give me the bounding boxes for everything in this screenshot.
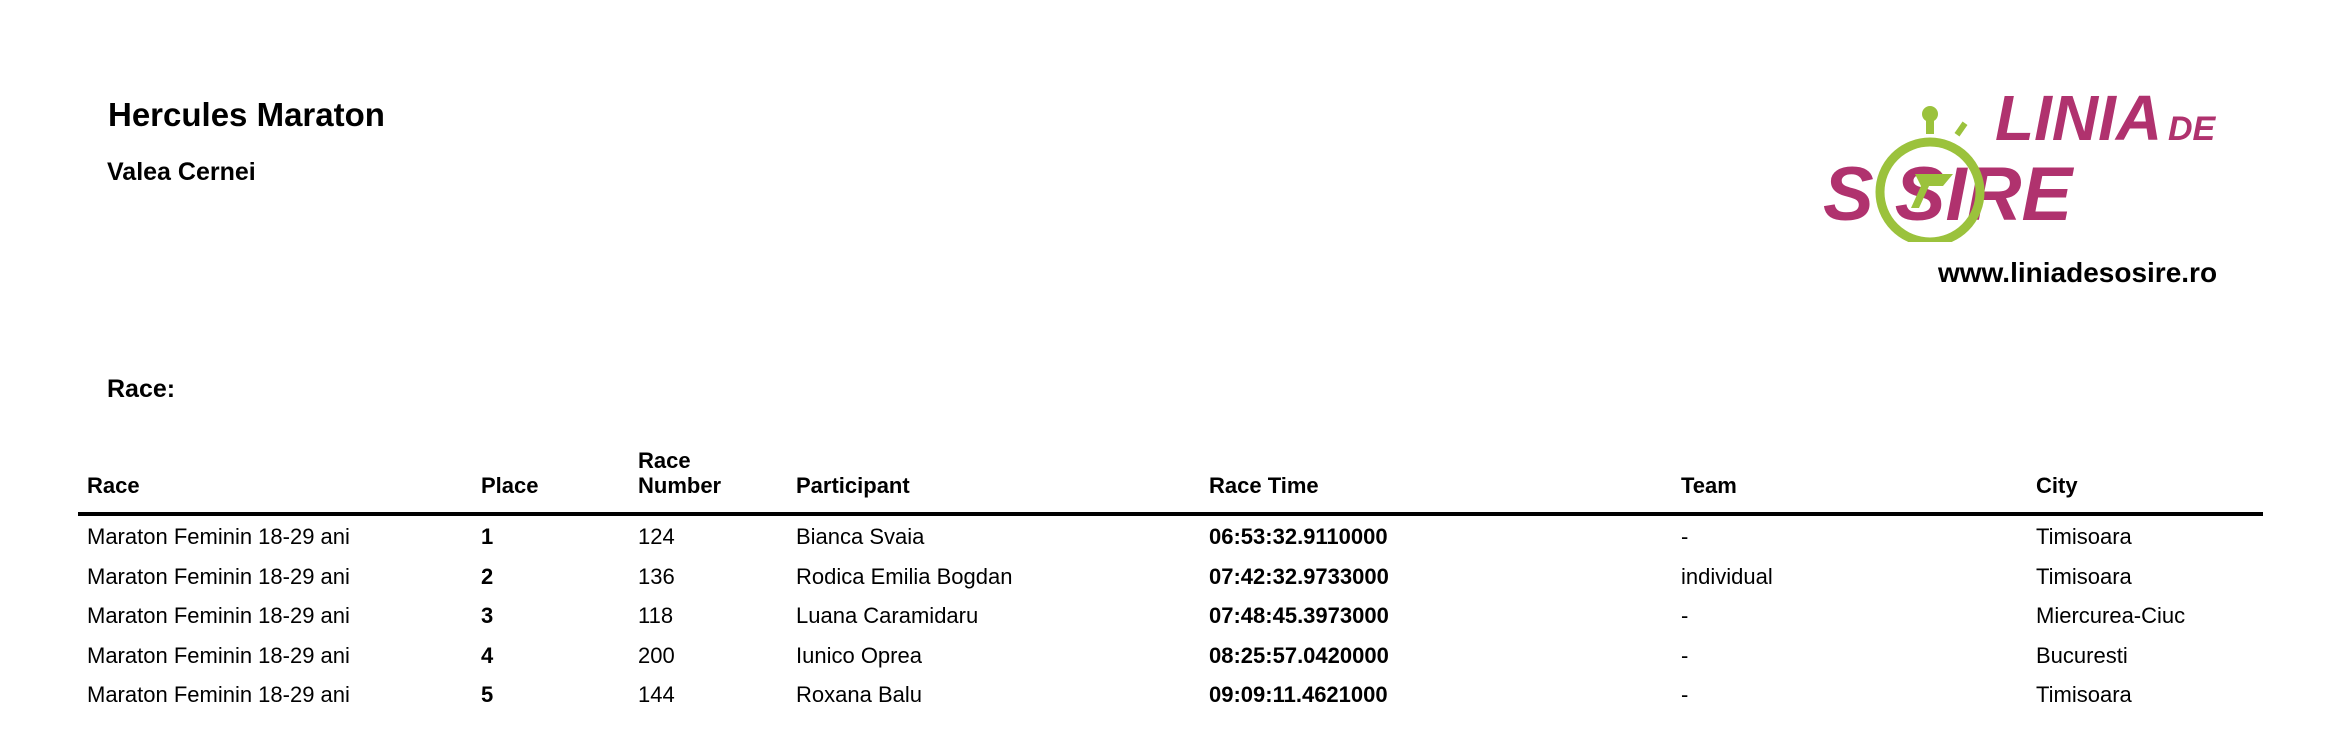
- participant-cell: Bianca Svaia: [796, 524, 925, 549]
- table-row: [78, 516, 2263, 556]
- column-header-participant: Participant: [796, 473, 910, 498]
- logo-text-de: DE: [2168, 110, 2216, 148]
- column-header-race-number: [638, 448, 721, 498]
- logo-text-bottom: S SIRE: [1823, 152, 2073, 237]
- race-label: Race:: [107, 375, 176, 403]
- website-link[interactable]: www.liniadesosire.ro: [1938, 257, 2218, 288]
- city-cell: Timisoara: [2036, 563, 2132, 589]
- race-time-cell: 07:42:32.9733000: [1209, 563, 1389, 589]
- team-cell: individual: [1681, 563, 1773, 589]
- column-header-place: Place: [481, 473, 539, 498]
- table-header: [78, 440, 2263, 516]
- place-cell: 3: [481, 603, 494, 628]
- participant-cell: Roxana Balu: [796, 682, 922, 707]
- event-title: Hercules Maraton: [108, 96, 385, 133]
- race-cell: Maraton Feminin 18-29 ani: [87, 563, 350, 589]
- place-cell: 2: [481, 563, 494, 589]
- column-header-race-number-line2: Number: [638, 473, 722, 498]
- logo-text-top: LINIA: [1995, 82, 2163, 154]
- race-number-cell: 200: [638, 642, 675, 668]
- race-time-cell: 09:09:11.4621000: [1209, 682, 1388, 707]
- table-row: [78, 674, 2263, 714]
- table-row: [78, 556, 2263, 596]
- column-header-team: Team: [1681, 473, 1737, 498]
- race-time-cell: 08:25:57.0420000: [1209, 642, 1389, 668]
- participant-cell: Luana Caramidaru: [796, 603, 979, 628]
- race-number-cell: 124: [638, 524, 675, 549]
- race-cell: Maraton Feminin 18-29 ani: [87, 642, 350, 668]
- team-cell: -: [1681, 642, 1689, 668]
- team-cell: -: [1681, 603, 1689, 628]
- table-row: [78, 635, 2263, 675]
- race-cell: Maraton Feminin 18-29 ani: [87, 603, 350, 628]
- event-location: Valea Cernei: [107, 158, 256, 186]
- place-cell: 4: [481, 642, 494, 668]
- race-cell: Maraton Feminin 18-29 ani: [87, 524, 350, 549]
- place-cell: 5: [481, 682, 494, 707]
- column-header-city: City: [2036, 473, 2078, 498]
- results-table: [78, 440, 2263, 714]
- race-number-cell: 118: [638, 603, 674, 628]
- race-time-cell: 07:48:45.3973000: [1209, 603, 1389, 628]
- participant-cell: Iunico Oprea: [796, 642, 922, 668]
- team-cell: -: [1681, 524, 1689, 549]
- liniadesosire-logo: [1815, 82, 2275, 242]
- column-header-race-number-line1: Race: [638, 448, 691, 473]
- city-cell: Bucuresti: [2036, 642, 2128, 668]
- race-number-cell: 136: [638, 563, 675, 589]
- race-time-cell: 06:53:32.9110000: [1209, 524, 1388, 549]
- race-cell: Maraton Feminin 18-29 ani: [87, 682, 350, 707]
- city-cell: Timisoara: [2036, 682, 2132, 707]
- participant-cell: Rodica Emilia Bogdan: [796, 563, 1013, 589]
- city-cell: Timisoara: [2036, 524, 2132, 549]
- table-row: [78, 595, 2263, 635]
- place-cell: 1: [481, 524, 494, 549]
- race-number-cell: 144: [638, 682, 675, 707]
- city-cell: Miercurea-Ciuc: [2036, 603, 2186, 628]
- column-header-race-time: Race Time: [1209, 473, 1319, 498]
- column-header-race: Race: [87, 473, 140, 498]
- team-cell: -: [1681, 682, 1689, 707]
